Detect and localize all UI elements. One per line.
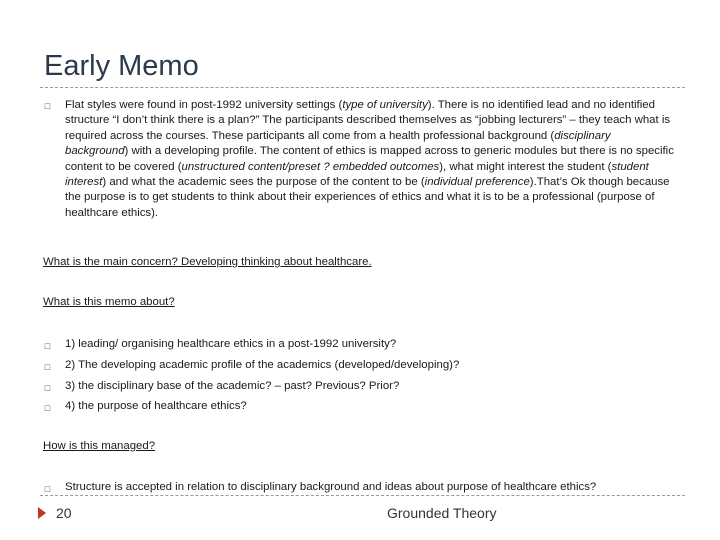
- footer-divider: [40, 495, 685, 496]
- footer-text: Grounded Theory: [387, 505, 497, 521]
- managed-heading: How is this managed?: [43, 440, 156, 452]
- memo-paragraph: Flat styles were found in post-1992 university settings (type of university). There is no identified lead and no identified structure “I don’t think there is a plan?” The participants described themselves as “jobbing lecturers” – they teach what is required across the courses. These participants all come from a health professional background (disciplinary background) with a developing profile. The content of ethics is mapped across to generic modules but there is no specific content to be covered (unstructured content/preset ? embedded outcomes), what might interest the student (student interest) and what the academic sees the purpose of the content to be (individual preference).That’s Ok though because the purpose is to get students to think about their experiences of ethics and what it is to be a professional (purpose of healthcare ethics).: [65, 99, 674, 219]
- bullet-icon: □: [44, 341, 51, 351]
- bullet-icon: □: [44, 484, 51, 494]
- list-item: 2) The developing academic profile of the academics (developed/developing)?: [65, 359, 460, 371]
- list-item: 1) leading/ organising healthcare ethics in a post-1992 university?: [65, 338, 397, 350]
- page-number: 20: [56, 505, 72, 521]
- slide-marker-icon: [38, 507, 46, 519]
- bullet-icon: □: [44, 362, 51, 372]
- list-item: Structure is accepted in relation to disciplinary background and ideas about purpose of healthcare ethics?: [65, 481, 597, 493]
- memo-about-heading: What is this memo about?: [43, 296, 175, 308]
- list-item: 3) the disciplinary base of the academic? – past? Previous? Prior?: [65, 380, 400, 392]
- bullet-icon: □: [44, 101, 51, 111]
- title-divider: [40, 87, 685, 88]
- bullet-icon: □: [44, 403, 51, 413]
- bullet-icon: □: [44, 383, 51, 393]
- list-item: 4) the purpose of healthcare ethics?: [65, 400, 247, 412]
- slide-title: Early Memo: [44, 50, 199, 82]
- main-concern-heading: What is the main concern? Developing thinking about healthcare.: [43, 256, 372, 268]
